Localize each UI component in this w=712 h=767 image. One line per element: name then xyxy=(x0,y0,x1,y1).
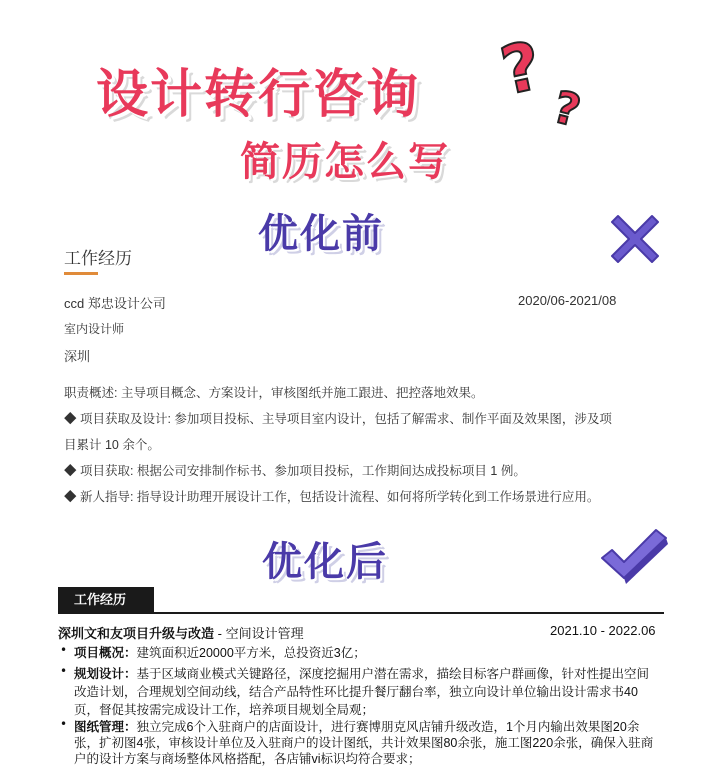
before-line: 职责概述: 主导项目概念、方案设计，审核图纸并施工跟进、把控落地效果。 xyxy=(64,386,484,400)
before-line: ◆ 项目获取及设计: 参加项目投标、主导项目室内设计，包括了解需求、制作平面及效果图，涉及项 xyxy=(64,412,612,426)
item-text: 页，督促其按需完成设计工作，培养项目规划全局观； xyxy=(74,703,375,717)
before-line: ◆ 项目获取: 根据公司安排制作标书、参加项目投标，工作期间达成投标项目 1 例。 xyxy=(64,464,526,478)
before-label: 优化前 xyxy=(258,211,384,257)
question-mark-icon: ? xyxy=(494,26,548,111)
section-underline xyxy=(64,272,98,275)
before-dates: 2020/06-2021/08 xyxy=(518,293,617,308)
item-text: 独立完成6个入驻商户的店面设计，进行赛博朋克风店铺升级改造，1个月内输出效果图20余 xyxy=(136,720,640,734)
project-name: 深圳文和友项目升级与改造 xyxy=(58,626,215,641)
before-city: 深圳 xyxy=(64,349,91,364)
after-dates: 2021.10 - 2022.06 xyxy=(550,623,656,638)
item-key: 规划设计： xyxy=(74,667,137,681)
list-item xyxy=(74,643,366,661)
project-role: - 空间设计管理 xyxy=(214,626,304,641)
list-item xyxy=(74,664,649,682)
bullet-icon: • xyxy=(60,664,68,678)
item-text: 张，扩初图4张，审核设计单位及入驻商户的设计图纸，共计效果图80余张，施工图220余张，确保入驻商 xyxy=(74,736,654,750)
after-project-heading xyxy=(58,623,304,642)
page-subtitle: 简历怎么写 xyxy=(240,139,450,185)
item-text: 改造计划，合理规划空间动线，结合产品特性环比提升餐厅翻台率，独立向设计单位输出设计需求书40 xyxy=(74,685,638,699)
item-text: 户的设计方案与商场整体风格搭配，各店铺vi标识均符合要求； xyxy=(74,752,421,766)
section-rule xyxy=(58,612,664,614)
item-key: 图纸管理： xyxy=(74,720,137,734)
item-key: 项目概况： xyxy=(74,646,137,660)
question-mark-icon: ? xyxy=(548,81,586,138)
after-section-title: 工作经历 xyxy=(58,587,154,613)
check-icon xyxy=(596,524,672,586)
bullet-icon: • xyxy=(60,643,68,657)
after-label: 优化后 xyxy=(262,539,388,585)
before-company: ccd 郑忠设计公司 xyxy=(64,296,166,311)
before-role: 室内设计师 xyxy=(64,322,125,336)
bullet-icon: • xyxy=(60,717,68,731)
cross-icon xyxy=(604,208,666,270)
item-text: 基于区域商业模式关键路径，深度挖掘用户潜在需求，描绘目标客户群画像，针对性提出空间 xyxy=(136,667,650,681)
before-line: ◆ 新人指导: 指导设计助理开展设计工作，包括设计流程、如何将所学转化到工作场景进行应用。 xyxy=(64,490,600,504)
before-section-title: 工作经历 xyxy=(64,249,132,268)
page-title: 设计转行咨询 xyxy=(96,65,421,125)
before-line: 目累计 10 余个。 xyxy=(64,438,160,452)
item-text: 建筑面积近20000平方米，总投资近3亿； xyxy=(136,646,366,660)
